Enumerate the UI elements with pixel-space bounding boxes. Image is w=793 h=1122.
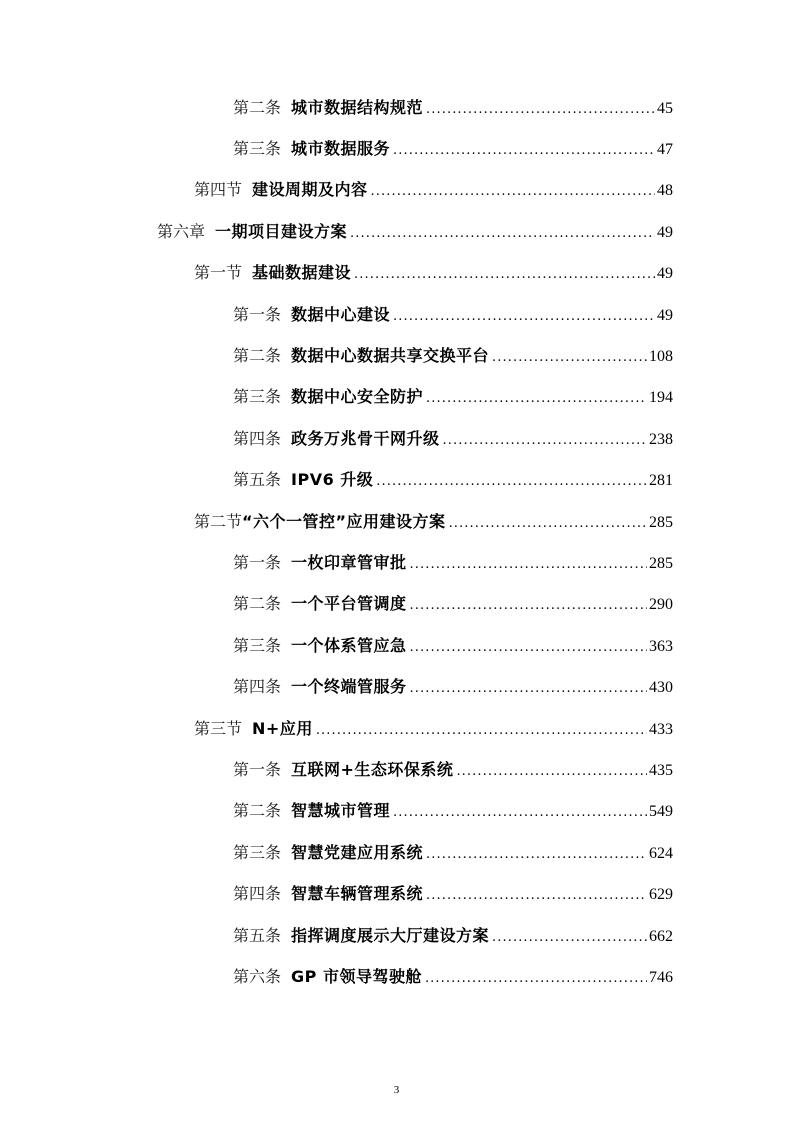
toc-entry-number: 第六条 <box>233 966 282 986</box>
toc-entry-title: 一期项目建设方案 <box>215 221 348 241</box>
toc-entry-title: 一个终端管服务 <box>291 677 407 697</box>
dot-leader <box>426 389 647 409</box>
toc-entry-number: 第二条 <box>233 97 282 117</box>
toc-entry-page: 662 <box>649 927 673 945</box>
toc-entry-number: 第三条 <box>233 635 282 655</box>
toc-entry-page: 290 <box>649 596 673 614</box>
toc-entry-title: 城市数据服务 <box>291 139 391 159</box>
dot-leader <box>350 224 655 244</box>
dot-leader <box>426 845 647 865</box>
toc-entry-number: 第一条 <box>233 552 282 572</box>
toc-entry-title: 指挥调度展示大厅建设方案 <box>291 925 490 945</box>
toc-entry-title: 政务万兆骨干网升级 <box>291 428 440 448</box>
toc-entry-number: 第一条 <box>233 759 282 779</box>
dot-leader <box>316 721 647 741</box>
dot-leader <box>492 348 647 368</box>
toc-entry-title: 智慧城市管理 <box>291 801 391 821</box>
toc-entry[interactable] <box>0 502 793 543</box>
toc-entry[interactable] <box>0 667 793 708</box>
toc-entry-number: 第三条 <box>233 387 282 407</box>
toc-entry-title: 一个体系管应急 <box>291 635 407 655</box>
toc-entry-title: 城市数据结构规范 <box>291 97 424 117</box>
toc-entry-page: 624 <box>649 844 673 862</box>
toc-entry-number: 第四条 <box>233 884 282 904</box>
toc-entry-number: 第二条 <box>233 801 282 821</box>
toc-entry[interactable] <box>0 750 793 791</box>
toc-entry-page: 49 <box>657 265 673 283</box>
toc-entry-title: N+应用 <box>252 718 313 738</box>
dot-leader <box>426 886 647 906</box>
toc-entry-page: 430 <box>649 679 673 697</box>
toc-entry[interactable] <box>0 212 793 253</box>
toc-entry-number: 第四节 <box>194 180 243 200</box>
dot-leader <box>410 555 647 575</box>
toc-entry[interactable] <box>0 419 793 460</box>
toc-entry[interactable] <box>0 88 793 129</box>
dot-leader <box>443 431 647 451</box>
toc-entry-number: 第二条 <box>233 594 282 614</box>
toc-entry-number: 第二节 <box>194 511 243 531</box>
toc-entry-number: 第三节 <box>194 718 243 738</box>
toc-entry-number: 第六章 <box>157 221 206 241</box>
toc-entry-page: 47 <box>657 141 673 159</box>
toc-entry-title: 基础数据建设 <box>252 263 352 283</box>
dot-leader <box>371 182 655 202</box>
toc-entry-number: 第五条 <box>233 470 282 490</box>
toc-entry-page: 238 <box>649 430 673 448</box>
toc-entry-page: 48 <box>657 182 673 200</box>
toc-entry-page: 49 <box>657 306 673 324</box>
toc-entry-page: 49 <box>657 223 673 241</box>
toc-entry-number: 第三条 <box>233 842 282 862</box>
dot-leader <box>449 514 647 534</box>
toc-entry-title: 建设周期及内容 <box>252 180 368 200</box>
toc-entry-page: 285 <box>649 513 673 531</box>
toc-entry[interactable] <box>0 461 793 502</box>
toc-entry-page: 281 <box>649 472 673 490</box>
dot-leader <box>410 596 647 616</box>
toc-entry-page: 108 <box>649 348 673 366</box>
toc-entry-title: 数据中心数据共享交换平台 <box>291 346 490 366</box>
toc-entry[interactable] <box>0 709 793 750</box>
toc-entry-title: 一枚印章管审批 <box>291 552 407 572</box>
toc-entry[interactable] <box>0 378 793 419</box>
toc-entry[interactable] <box>0 336 793 377</box>
toc-entry[interactable] <box>0 171 793 212</box>
dot-leader <box>410 679 647 699</box>
toc-entry-page: 285 <box>649 554 673 572</box>
toc-entry-number: 第三条 <box>233 139 282 159</box>
toc-entry-title: 一个平台管调度 <box>291 594 407 614</box>
toc-entry-number: 第四条 <box>233 677 282 697</box>
toc-entry[interactable] <box>0 295 793 336</box>
toc-entry-page: 746 <box>649 968 673 986</box>
dot-leader <box>393 307 655 327</box>
toc-entry[interactable] <box>0 833 793 874</box>
dot-leader <box>393 803 647 823</box>
dot-leader <box>393 141 655 161</box>
toc-entry[interactable] <box>0 626 793 667</box>
toc-entry-title: 数据中心安全防护 <box>291 387 424 407</box>
toc-entry-number: 第四条 <box>233 428 282 448</box>
table-of-contents <box>0 88 793 999</box>
toc-entry[interactable] <box>0 129 793 170</box>
toc-entry[interactable] <box>0 585 793 626</box>
dot-leader <box>376 472 647 492</box>
toc-entry[interactable] <box>0 543 793 584</box>
toc-entry-title: GP 市领导驾驶舱 <box>291 966 422 986</box>
toc-entry[interactable] <box>0 792 793 833</box>
page-number: 3 <box>393 1084 400 1096</box>
toc-entry-page: 433 <box>649 720 673 738</box>
toc-entry-title: 智慧车辆管理系统 <box>291 884 424 904</box>
dot-leader <box>425 969 647 989</box>
dot-leader <box>456 762 647 782</box>
toc-entry-number: 第五条 <box>233 925 282 945</box>
toc-entry-page: 629 <box>649 886 673 904</box>
toc-entry[interactable] <box>0 957 793 998</box>
toc-entry-page: 363 <box>649 637 673 655</box>
toc-entry-number: 第一节 <box>194 263 243 283</box>
dot-leader <box>492 928 647 948</box>
dot-leader <box>410 638 647 658</box>
toc-entry-page: 435 <box>649 761 673 779</box>
toc-entry[interactable] <box>0 874 793 915</box>
toc-entry-page: 549 <box>649 803 673 821</box>
toc-entry-title: 数据中心建设 <box>291 304 391 324</box>
toc-entry-title: 智慧党建应用系统 <box>291 842 424 862</box>
toc-entry-title: IPV6 升级 <box>291 470 374 490</box>
toc-entry-number: 第一条 <box>233 304 282 324</box>
toc-entry-page: 194 <box>649 389 673 407</box>
toc-entry-title: 互联网+生态环保系统 <box>291 759 454 779</box>
toc-entry-title: “六个一管控”应用建设方案 <box>242 511 446 531</box>
toc-entry-page: 45 <box>657 99 673 117</box>
toc-entry[interactable] <box>0 916 793 957</box>
toc-entry-number: 第二条 <box>233 346 282 366</box>
dot-leader <box>354 265 655 285</box>
toc-entry[interactable] <box>0 254 793 295</box>
dot-leader <box>426 100 655 120</box>
